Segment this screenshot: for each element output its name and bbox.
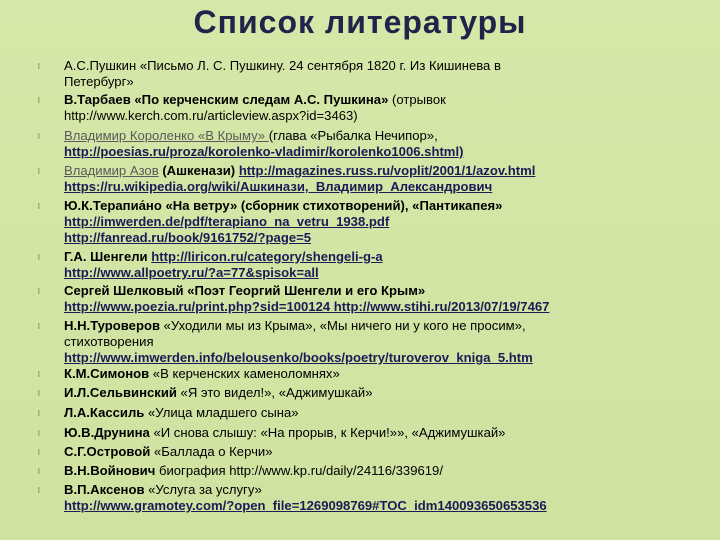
bullet-icon: l bbox=[38, 467, 40, 476]
item-author: В.П.Аксенов bbox=[64, 482, 145, 497]
bullet-icon: l bbox=[38, 448, 40, 457]
item-text: «Уходили мы из Крыма», «Мы ничего ни у кого не просим», bbox=[160, 318, 526, 333]
author-link[interactable]: Владимир Азов bbox=[64, 163, 159, 178]
item-author: Н.Н.Туроверов bbox=[64, 318, 160, 333]
list-item bbox=[38, 482, 714, 514]
item-text: «И снова слышу: «На прорыв, к Керчи!»», «Аджимушкай» bbox=[149, 425, 506, 440]
item-text: «Улица младшего сына» bbox=[144, 405, 299, 420]
list-item bbox=[38, 198, 714, 246]
item-author: Л.А.Кассиль bbox=[64, 405, 145, 420]
list-item bbox=[38, 283, 714, 315]
bullet-icon: l bbox=[38, 287, 40, 296]
author-link[interactable]: Владимир Короленко «В Крыму» bbox=[64, 128, 269, 143]
bullet-icon: l bbox=[38, 253, 40, 262]
item-text: «Я это видел!», «Аджимушкай» bbox=[176, 385, 373, 400]
item-text: биография http://www.kp.ru/daily/24116/339619/ bbox=[155, 463, 443, 478]
item-author: Г.А. Шенгели bbox=[64, 249, 152, 264]
item-url[interactable]: https://ru.wikipedia.org/wiki/Ашкинази,_Владимир_Александрович bbox=[64, 179, 493, 194]
list-item bbox=[38, 463, 714, 479]
item-text: стихотворения bbox=[64, 334, 154, 349]
bullet-icon: l bbox=[38, 132, 40, 141]
item-text: «В керченских каменоломнях» bbox=[149, 366, 340, 381]
list-item bbox=[38, 249, 714, 281]
item-text: Сергей Шелковый «Поэт Георгий Шенгели и его Крым» bbox=[64, 283, 426, 298]
item-url[interactable]: http://www.poezia.ru/print.php?sid=100124 bbox=[64, 299, 331, 314]
item-url[interactable]: http://imwerden.de/pdf/terapiano_na_vetru_1938.pdf bbox=[64, 214, 390, 229]
list-item bbox=[38, 318, 714, 366]
item-text: «Услуга за услугу» bbox=[144, 482, 262, 497]
bullet-icon: l bbox=[38, 370, 40, 379]
item-text: Петербург» bbox=[64, 74, 134, 89]
item-author: Ю.В.Друнина bbox=[64, 425, 150, 440]
bullet-icon: l bbox=[38, 202, 40, 211]
list-item bbox=[38, 92, 714, 124]
item-url[interactable]: http://www.gramotey.com/?open_file=1269098769#TOC_idm140093650653536 bbox=[64, 498, 547, 513]
item-url[interactable]: http://fanread.ru/book/9161752/?page=5 bbox=[64, 230, 312, 245]
bullet-icon: l bbox=[38, 62, 40, 71]
item-text: (отрывок bbox=[388, 92, 446, 107]
item-text: «Баллада о Керчи» bbox=[150, 444, 273, 459]
item-url[interactable]: http://www.stihi.ru/2013/07/19/7467 bbox=[330, 299, 550, 314]
item-url[interactable]: http://www.kerch.com.ru/articleview.aspx?id=3463) bbox=[64, 108, 358, 123]
bullet-icon: l bbox=[38, 322, 40, 331]
list-item bbox=[38, 163, 714, 195]
list-item bbox=[38, 58, 714, 90]
item-author: В.Тарбаев «По керченским следам А.С. Пушкина» bbox=[64, 92, 389, 107]
item-url[interactable]: http://magazines.russ.ru/voplit/2001/1/azov.html bbox=[238, 163, 536, 178]
slide-title: Список литературы bbox=[193, 4, 527, 40]
item-url[interactable]: http://poesias.ru/proza/korolenko-vladimir/korolenko1006.shtml) bbox=[64, 144, 464, 159]
bullet-icon: l bbox=[38, 389, 40, 398]
bullet-icon: l bbox=[38, 409, 40, 418]
list-item bbox=[38, 444, 714, 460]
bullet-icon: l bbox=[38, 167, 40, 176]
item-author: В.Н.Войнович bbox=[64, 463, 156, 478]
item-text: (глава «Рыбалка Нечипор», bbox=[268, 128, 438, 143]
list-item bbox=[38, 385, 714, 401]
item-url[interactable]: http://liricon.ru/category/shengeli-g-a bbox=[151, 249, 383, 264]
item-author: К.М.Симонов bbox=[64, 366, 150, 381]
list-item bbox=[38, 366, 714, 382]
item-url[interactable]: http://www.allpoetry.ru/?a=77&spisok=all bbox=[64, 265, 319, 280]
bullet-icon: l bbox=[38, 96, 40, 105]
item-author: И.Л.Сельвинский bbox=[64, 385, 177, 400]
item-text: Ю.К.Терапиа́но «На ветру» (сборник стихотворений), «Пантикапея» bbox=[64, 198, 503, 213]
bullet-icon: l bbox=[38, 486, 40, 495]
item-url[interactable]: http://www.imwerden.info/belousenko/books/poetry/turoverov_kniga_5.htm bbox=[64, 350, 533, 365]
list-item bbox=[38, 128, 714, 160]
item-text: А.С.Пушкин «Письмо Л. С. Пушкину. 24 сентября 1820 г. Из Кишинева в bbox=[64, 58, 501, 73]
list-item bbox=[38, 425, 714, 441]
item-author: С.Г.Островой bbox=[64, 444, 151, 459]
item-text: (Ашкенази) bbox=[158, 163, 239, 178]
bullet-icon: l bbox=[38, 429, 40, 438]
list-item bbox=[38, 405, 714, 421]
